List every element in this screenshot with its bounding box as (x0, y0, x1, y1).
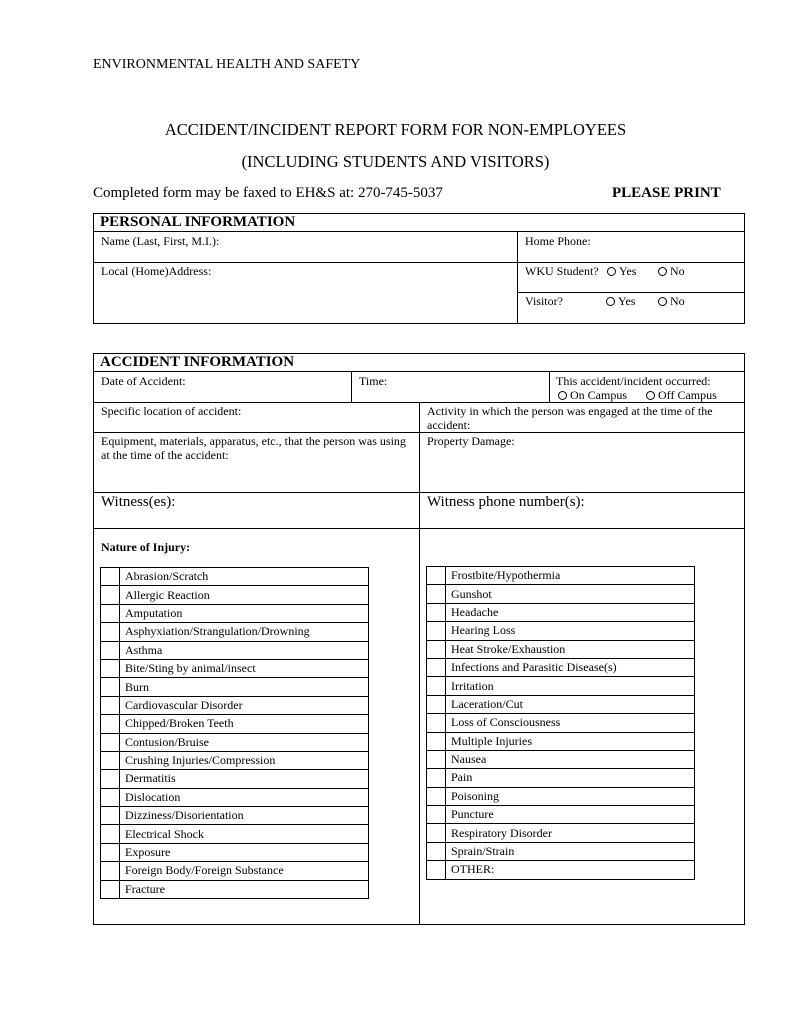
injury-row (101, 788, 369, 806)
injury-row (427, 806, 695, 824)
visitor-yes-option[interactable]: Yes (606, 294, 635, 308)
injury-label: Sprain/Strain (446, 842, 695, 860)
injury-label: Headache (446, 603, 695, 621)
nature-of-injury-label: Nature of Injury: (101, 540, 191, 554)
injury-checkbox[interactable] (101, 586, 120, 604)
injury-row (101, 733, 369, 751)
injury-checkbox[interactable] (101, 770, 120, 788)
injury-checkbox[interactable] (427, 622, 446, 640)
local-address-field[interactable]: Local (Home)Address: (101, 264, 212, 278)
injury-checklist-right (426, 566, 695, 880)
injury-row (427, 787, 695, 805)
injury-label: Poisoning (446, 787, 695, 805)
injury-checkbox[interactable] (427, 695, 446, 713)
radio-circle-icon (658, 297, 667, 306)
injury-row (427, 658, 695, 676)
injury-checkbox[interactable] (101, 843, 120, 861)
injury-checkbox[interactable] (427, 769, 446, 787)
form-subtitle: (INCLUDING STUDENTS AND VISITORS) (241, 152, 550, 171)
injury-checkbox[interactable] (101, 641, 120, 659)
injury-label: Irritation (446, 677, 695, 695)
activity-field[interactable]: Activity in which the person was engaged at the time of the accident: (427, 404, 713, 432)
home-phone-field[interactable]: Home Phone: (525, 234, 591, 248)
injury-checkbox[interactable] (101, 733, 120, 751)
injury-row (101, 862, 369, 880)
injury-row (427, 695, 695, 713)
name-field[interactable]: Name (Last, First, M.I.): (101, 234, 220, 248)
injury-label: Dislocation (120, 788, 369, 806)
injury-label: Allergic Reaction (120, 586, 369, 604)
injury-label: Bite/Sting by animal/insect (120, 659, 369, 677)
off-campus-option[interactable]: Off Campus (646, 388, 717, 402)
injury-row (101, 880, 369, 898)
injury-checkbox[interactable] (427, 567, 446, 585)
injury-row (427, 622, 695, 640)
injury-row (101, 843, 369, 861)
injury-row (101, 568, 369, 586)
injury-label: Hearing Loss (446, 622, 695, 640)
injury-checkbox[interactable] (427, 750, 446, 768)
injury-row (101, 751, 369, 769)
injury-checkbox[interactable] (427, 824, 446, 842)
injury-checklist-left (100, 567, 369, 899)
time-field[interactable]: Time: (359, 374, 388, 388)
injury-label: Pain (446, 769, 695, 787)
injury-row (101, 807, 369, 825)
injury-row (101, 770, 369, 788)
injury-checkbox[interactable] (101, 788, 120, 806)
on-campus-option[interactable]: On Campus (558, 388, 627, 402)
injury-row (101, 586, 369, 604)
date-of-accident-field[interactable]: Date of Accident: (101, 374, 186, 388)
radio-circle-icon (607, 267, 616, 276)
injury-label: Asphyxiation/Strangulation/Drowning (120, 623, 369, 641)
property-damage-field[interactable]: Property Damage: (427, 434, 515, 448)
injury-checkbox[interactable] (427, 842, 446, 860)
injury-checkbox[interactable] (427, 732, 446, 750)
injury-checkbox[interactable] (101, 568, 120, 586)
injury-label: Amputation (120, 604, 369, 622)
injury-label: Frostbite/Hypothermia (446, 567, 695, 585)
injury-checkbox[interactable] (427, 714, 446, 732)
radio-circle-icon (606, 297, 615, 306)
injury-label: Crushing Injuries/Compression (120, 751, 369, 769)
radio-circle-icon (558, 391, 567, 400)
injury-label: Puncture (446, 806, 695, 824)
injury-label: Laceration/Cut (446, 695, 695, 713)
injury-label: Cardiovascular Disorder (120, 696, 369, 714)
injury-checkbox[interactable] (101, 862, 120, 880)
injury-checkbox[interactable] (427, 585, 446, 603)
injury-checkbox[interactable] (101, 623, 120, 641)
injury-row (101, 623, 369, 641)
department-name: ENVIRONMENTAL HEALTH AND SAFETY (93, 57, 361, 72)
personal-information-heading: PERSONAL INFORMATION (100, 214, 296, 230)
injury-row (427, 567, 695, 585)
injury-row (101, 715, 369, 733)
form-title: ACCIDENT/INCIDENT REPORT FORM FOR NON-EMPLOYEES (164, 120, 627, 139)
injury-label: Dizziness/Disorientation (120, 807, 369, 825)
injury-label: Nausea (446, 750, 695, 768)
visitor-no-option[interactable]: No (658, 294, 685, 308)
personal-information-section (93, 213, 745, 324)
injury-label: Contusion/Bruise (120, 733, 369, 751)
specific-location-field[interactable]: Specific location of accident: (101, 404, 242, 418)
witnesses-field[interactable]: Witness(es): (101, 494, 176, 510)
injury-checkbox[interactable] (427, 603, 446, 621)
injury-row (101, 825, 369, 843)
injury-row (427, 732, 695, 750)
injury-label: Gunshot (446, 585, 695, 603)
fax-note: Completed form may be faxed to EH&S at: 270-745-5037 (93, 185, 443, 201)
injury-checkbox[interactable] (427, 658, 446, 676)
injury-row (427, 861, 695, 879)
injury-row (101, 696, 369, 714)
injury-row (427, 677, 695, 695)
injury-checkbox[interactable] (101, 751, 120, 769)
radio-circle-icon (658, 267, 667, 276)
injury-label: Abrasion/Scratch (120, 568, 369, 586)
injury-label: Multiple Injuries (446, 732, 695, 750)
injury-label: Respiratory Disorder (446, 824, 695, 842)
please-print-note: PLEASE PRINT (612, 185, 721, 201)
injury-label: Foreign Body/Foreign Substance (120, 862, 369, 880)
injury-checkbox[interactable] (101, 696, 120, 714)
injury-row (427, 603, 695, 621)
wku-student-question: WKU Student? (525, 264, 599, 278)
injury-checkbox[interactable] (101, 807, 120, 825)
injury-label: OTHER: (446, 861, 695, 879)
wku-student-yes-option[interactable]: Yes (607, 264, 636, 278)
visitor-question: Visitor? (525, 294, 563, 308)
injury-row (427, 640, 695, 658)
accident-information-heading: ACCIDENT INFORMATION (100, 354, 295, 370)
injury-label: Chipped/Broken Teeth (120, 715, 369, 733)
injury-checkbox[interactable] (427, 806, 446, 824)
injury-checkbox[interactable] (101, 678, 120, 696)
injury-label: Dermatitis (120, 770, 369, 788)
witness-phone-field[interactable]: Witness phone number(s): (427, 494, 585, 510)
injury-checkbox[interactable] (101, 604, 120, 622)
injury-label: Loss of Consciousness (446, 714, 695, 732)
wku-student-no-option[interactable]: No (658, 264, 685, 278)
injury-row (101, 604, 369, 622)
injury-row (101, 659, 369, 677)
equipment-field[interactable]: Equipment, materials, apparatus, etc., that the person was using at the time of the accident: (101, 434, 406, 462)
injury-checkbox[interactable] (427, 861, 446, 879)
injury-label: Asthma (120, 641, 369, 659)
injury-row (101, 678, 369, 696)
injury-checkbox[interactable] (427, 787, 446, 805)
injury-label: Infections and Parasitic Disease(s) (446, 658, 695, 676)
injury-row (427, 585, 695, 603)
radio-circle-icon (646, 391, 655, 400)
injury-row (427, 714, 695, 732)
injury-checkbox[interactable] (101, 880, 120, 898)
injury-row (427, 824, 695, 842)
injury-label: Exposure (120, 843, 369, 861)
injury-checkbox[interactable] (101, 825, 120, 843)
injury-checkbox[interactable] (101, 715, 120, 733)
injury-label: Electrical Shock (120, 825, 369, 843)
injury-row (101, 641, 369, 659)
injury-checkbox[interactable] (427, 640, 446, 658)
injury-label: Burn (120, 678, 369, 696)
injury-row (427, 769, 695, 787)
injury-checkbox[interactable] (427, 677, 446, 695)
occurred-question: This accident/incident occurred: (556, 374, 711, 388)
injury-row (427, 842, 695, 860)
injury-checkbox[interactable] (101, 659, 120, 677)
injury-label: Heat Stroke/Exhaustion (446, 640, 695, 658)
injury-label: Fracture (120, 880, 369, 898)
injury-row (427, 750, 695, 768)
